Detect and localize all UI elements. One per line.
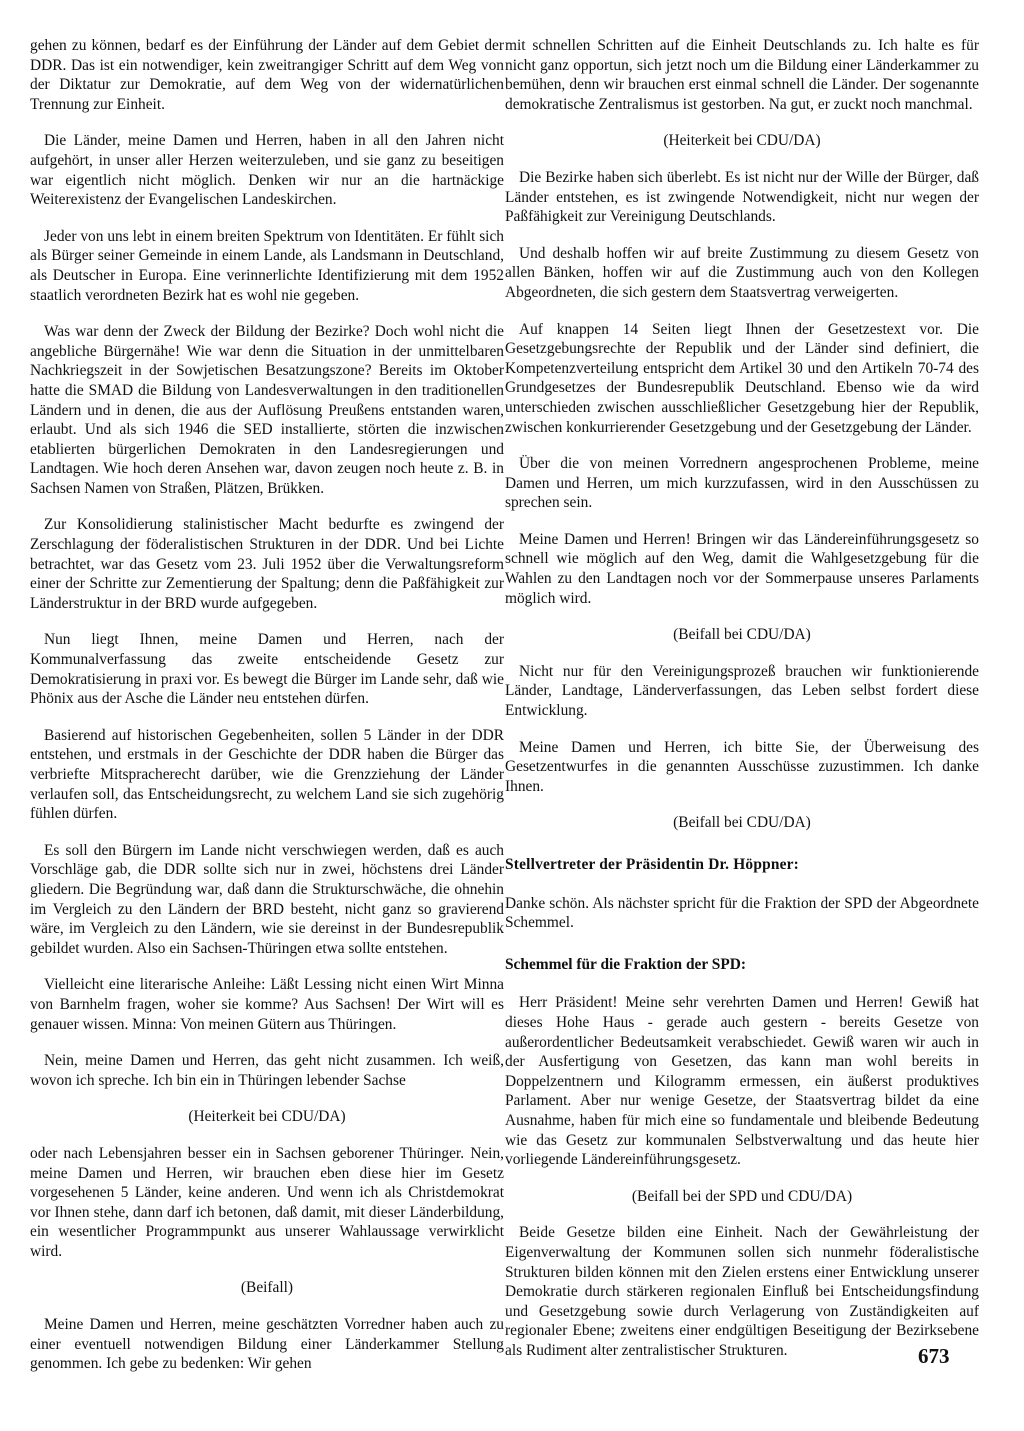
interjection: (Beifall) (240, 1279, 294, 1297)
paragraph: Und deshalb hoffen wir auf breite Zustimmung zu diesem Gesetz von allen Bänken, hoffen wir auf die Zustimmung auch von den Kollegen Abgeordneten, die sich gestern dem Staatsvertrag verweigerten. (505, 244, 979, 301)
paragraph: Nein, meine Damen und Herren, das geht nicht zusammen. Ich weiß, wovon ich spreche. Ich bin ein in Thüringen lebender Sachse (30, 1052, 504, 1089)
paragraph: Meine Damen und Herren, meine geschätzten Vorredner haben auch zu einer eventuell notwendigen Bildung einer Länderkammer Stellung genommen. Ich gebe zu bedenken: Wir gehen (30, 1316, 504, 1373)
paragraph: Jeder von uns lebt in einem breiten Spektrum von Identitäten. Er fühlt sich als Bürger seiner Gemeinde in einem Lande, als Landsmann in Deutschland, als Deutscher in Europa. Eine verinnerlichte Identifizierung mit dem 1952 staatlich verordneten Bezirk hat es wohl nie gegeben. (30, 227, 504, 304)
interjection: (Heiterkeit bei CDU/DA) (188, 1108, 346, 1126)
paragraph: Zur Konsolidierung stalinistischer Macht bedurfte es zwingend der Zerschlagung der föderalistischen Strukturen in der DDR. Und bei Lichte betrachtet, war das Gesetz vom 23. Juli 1952 über die Verwaltungsreform einer der Schritte zur Zementierung der Spaltung; denn die Paßfähigkeit zur Länderstruktur in der BRD wurde aufgegeben. (30, 516, 504, 612)
paragraph: Die Bezirke haben sich überlebt. Es ist nicht nur der Wille der Bürger, daß Länder entstehen, es ist zwingende Notwendigkeit, nicht nur wegen der Paßfähigkeit zur Vereinigung Deutschlands. (505, 168, 979, 226)
right-column (505, 36, 979, 1377)
interjection: (Heiterkeit bei CDU/DA) (663, 132, 821, 150)
paragraph: Basierend auf historischen Gegebenheiten, sollen 5 Länder in der DDR entstehen, und erstmals in der Geschichte der DDR haben die Bürger das verbriefte Mitspracherecht darüber, wie die Grenzziehung der Länder verlaufen soll, das Entscheidungsrecht, zu welchem Land sie sich zugehörig fühlen dürfen. (30, 726, 504, 823)
paragraph: oder nach Lebensjahren besser ein in Sachsen geborener Thüringer. Nein, meine Damen und Herren, wir brauchen eben diese hier im Gesetz vorgesehenen 5 Länder, keine anderen. Und wenn ich als Christdemokrat vor Ihnen stehe, dann darf ich betonen, daß damit, mit dieser Länderbildung, ein wesentlicher Programmpunkt aus unserer Wahlaussage verwirklicht wird. (30, 1144, 504, 1260)
paragraph: Beide Gesetze bilden eine Einheit. Nach der Gewährleistung der Eigenverwaltung der Kommunen sollen sich nunmehr föderalistische Strukturen bilden können mit den Zielen erstens einer Entwicklung unserer Demokratie durch stärkeren regionalen Einfluß bei Entscheidungsfindung und Gesetzgebung sowie durch Verlagerung von Zuständigkeiten auf regionaler Ebene; zweitens einer endgültigen Beseitigung der Bezirksebene als Rudiment alter zentralistischer Strukturen. (505, 1224, 979, 1359)
interjection: (Beifall bei CDU/DA) (673, 626, 811, 644)
paragraph: gehen zu können, bedarf es der Einführung der Länder auf dem Gebiet der DDR. Das ist ein notwendiger, kein zweitrangiger Schritt auf dem Weg von der Diktatur zur Demokratie, auf dem Weg von der widernatürlichen Trennung zur Einheit. (30, 37, 504, 113)
paragraph: Vielleicht eine literarische Anleihe: Läßt Lessing nicht einen Wirt Minna von Barnhelm fragen, woher sie komme? Aus Sachsen! Der Wirt will es genauer wissen. Minna: Von meinen Gütern aus Thüringen. (30, 976, 504, 1033)
paragraph: Auf knappen 14 Seiten liegt Ihnen der Gesetzestext vor. Die Gesetzgebungsrechte der Republik und der Länder sind definiert, die Kompetenzverteilung entspricht dem Artikel 30 und den Artikeln 70-74 des Grundgesetzes der Bundesrepublik Deutschland. Ebenso wie da wird unterschieden zwischen ausschließlicher Gesetzgebung hier der Republik, zwischen konkurrierender Gesetzgebung und der Gesetzgebung der Länder. (505, 320, 979, 436)
paragraph: Nun liegt Ihnen, meine Damen und Herren, nach der Kommunalverfassung das zweite entscheidende Gesetz zur Demokratisierung in praxi vor. Es bewegt die Bürger im Lande sehr, daß wie Phönix aus der Asche die Länder neu entstehen dürfen. (30, 631, 504, 708)
page-number: 673 (918, 1344, 950, 1368)
paragraph: Nicht nur für den Vereinigungsprozeß brauchen wir funktionierende Länder, Landtage, Länderverfassungen, das Leben selbst fordert diese Entwicklung. (505, 662, 979, 720)
interjection: (Beifall bei der SPD und CDU/DA) (631, 1187, 853, 1205)
speaker-heading: Stellvertreter der Präsidentin Dr. Höppner: (505, 856, 799, 873)
paragraph: Danke schön. Als nächster spricht für die Fraktion der SPD der Abgeordnete Schemmel. (505, 894, 979, 932)
left-column (30, 36, 504, 1391)
paragraph: Herr Präsident! Meine sehr verehrten Damen und Herren! Gewiß hat dieses Hohe Haus - gerade auch gestern - bereits Gesetze von außerordentlicher Bedeutsamkeit verabschiedet. Gewiß waren wir auch in der Ausfertigung von Gesetzen, das kann man wohl bereits in Doppelzentnern und Kilogramm ermessen, ein äußerst produktives Parlament. Aber nur wenige Gesetze, der Staatsvertrag bildet da eine Ausnahme, haben für mich eine so fundamentale und bleibende Bedeutung wie das Gesetz zur kommunalen Selbstverwaltung und das heute hier vorliegende Ländereinführungsgesetz. (505, 994, 979, 1169)
paragraph: Meine Damen und Herren, ich bitte Sie, der Überweisung des Gesetzentwurfes in die genannten Ausschüsse zuzustimmen. Ich danke Ihnen. (505, 738, 979, 795)
paragraph: Über die von meinen Vorrednern angesprochenen Probleme, meine Damen und Herren, um mich kurzzufassen, wird in den Ausschüssen zu sprechen sein. (505, 455, 979, 512)
paragraph: Meine Damen und Herren! Bringen wir das Ländereinführungsgesetz so schnell wie möglich auf den Weg, damit die Wahlgesetzgebung für die Wahlen zu den Landtagen noch vor der Sommerpause unseres Parlaments möglich wird. (505, 530, 979, 607)
paragraph: Es soll den Bürgern im Lande nicht verschwiegen werden, daß es auch Vorschläge gab, die DDR sollte sich nur in zwei, höchstens drei Länder gliedern. Die Begründung war, daß dann die Strukturschwäche, die ohnehin im Vergleich zu den Ländern der BRD besteht, nicht ganz so gravierend wäre, im Vergleich zu den Ländern, wie sie dereinst in der Bundesrepublik gebildet wurden. Also ein Sachsen-Thüringen etwa sollte entstehen. (30, 841, 504, 957)
paragraph: mit schnellen Schritten auf die Einheit Deutschlands zu. Ich halte es für nicht ganz opportun, sich jetzt noch um die Bildung einer Länderkammer zu bemühen, denn wir brauchen erst einmal schnell die Länder. Der sogenannte demokratische Zentralismus ist gestorben. Na gut, er zuckt noch manchmal. (505, 37, 979, 113)
paragraph: Was war denn der Zweck der Bildung der Bezirke? Doch wohl nicht die angebliche Bürgernähe! Wie war denn die Situation in der unmittelbaren Nachkriegszeit in der Sowjetischen Besatzungszone? Bereits im Oktober hatte die SMAD die Bildung von Landesverwaltungen in den traditionellen Ländern und in denen, die aus der Auflösung Preußens entstanden waren, erlaubt. Und als sich 1946 die SED installierte, störten die inzwischen etablierten bürgerlichen Demokraten in den Landesregierungen und Landtagen. Wie hoch deren Ansehen war, davon zeugen noch heute z. B. in Sachsen Namen von Straßen, Plätzen, Brükken. (30, 323, 504, 497)
speaker-heading: Schemmel für die Fraktion der SPD: (505, 955, 746, 973)
paragraph: Die Länder, meine Damen und Herren, haben in all den Jahren nicht aufgehört, in unser aller Herzen weiterzuleben, und sie ganz zu beseitigen war eigentlich nicht möglich. Denken wir nur an die hartnäckige Weiterexistenz der Evangelischen Landeskirchen. (30, 132, 504, 209)
interjection: (Beifall bei CDU/DA) (673, 814, 811, 832)
